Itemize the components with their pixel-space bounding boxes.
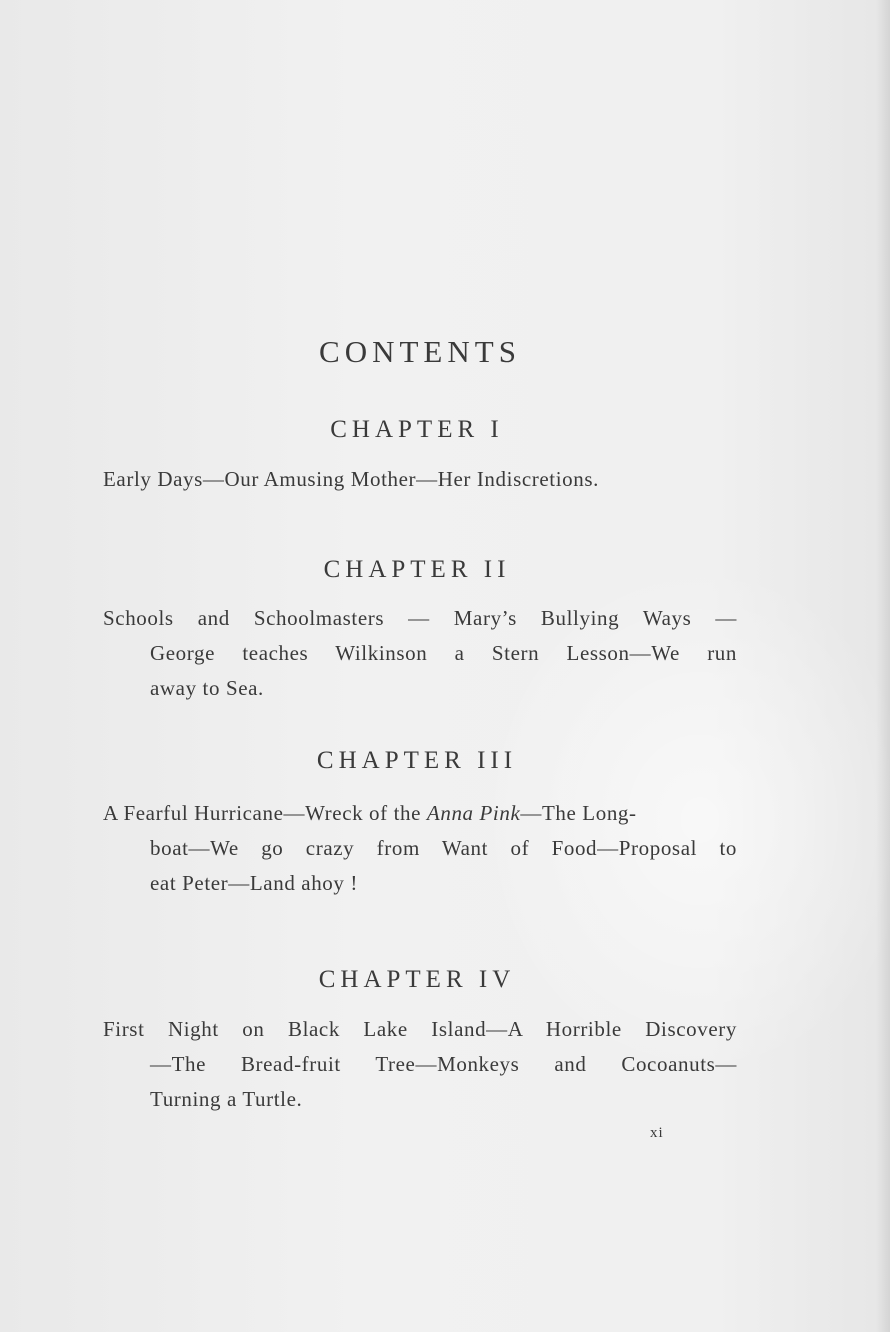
chapter-3-line-1-end: —The Long- — [520, 801, 637, 825]
page-number: xi — [650, 1125, 664, 1141]
chapter-3-line-1-start: A Fearful Hurricane—Wreck of the — [103, 801, 427, 825]
chapter-3-summary — [103, 796, 737, 901]
chapter-3-heading: CHAPTER III — [316, 747, 518, 774]
chapter-3-line-3: eat Peter—Land ahoy ! — [150, 871, 358, 895]
chapter-2-line-3: away to Sea. — [150, 676, 264, 700]
chapter-1-heading: CHAPTER I — [330, 416, 504, 443]
chapter-4-line-3: Turning a Turtle. — [150, 1087, 303, 1111]
chapter-2-line-1: Schools and Schoolmasters — Mary’s Bullying Ways — — [103, 606, 737, 630]
chapter-2-line-2: George teaches Wilkinson a Stern Lesson—We run — [150, 641, 737, 665]
chapter-3-line-2: boat—We go crazy from Want of Food—Proposal to — [150, 836, 737, 860]
chapter-4-line-2: —The Bread-fruit Tree—Monkeys and Cocoanuts— — [150, 1052, 737, 1076]
chapter-2-summary — [103, 601, 737, 706]
chapter-2-heading: CHAPTER II — [323, 556, 511, 583]
chapter-4-summary — [103, 1012, 737, 1117]
chapter-1-summary — [103, 462, 737, 497]
ship-name: Anna Pink — [426, 801, 521, 825]
page-edge-shadow — [876, 0, 890, 1332]
chapter-3-line-1 — [103, 796, 737, 831]
chapter-1-line-1: Early Days—Our Amusing Mother—Her Indiscretions. — [103, 467, 599, 491]
chapter-4-heading: CHAPTER IV — [318, 966, 516, 993]
chapter-4-line-1: First Night on Black Lake Island—A Horrible Discovery — [103, 1017, 737, 1041]
contents-title: CONTENTS — [319, 334, 521, 369]
